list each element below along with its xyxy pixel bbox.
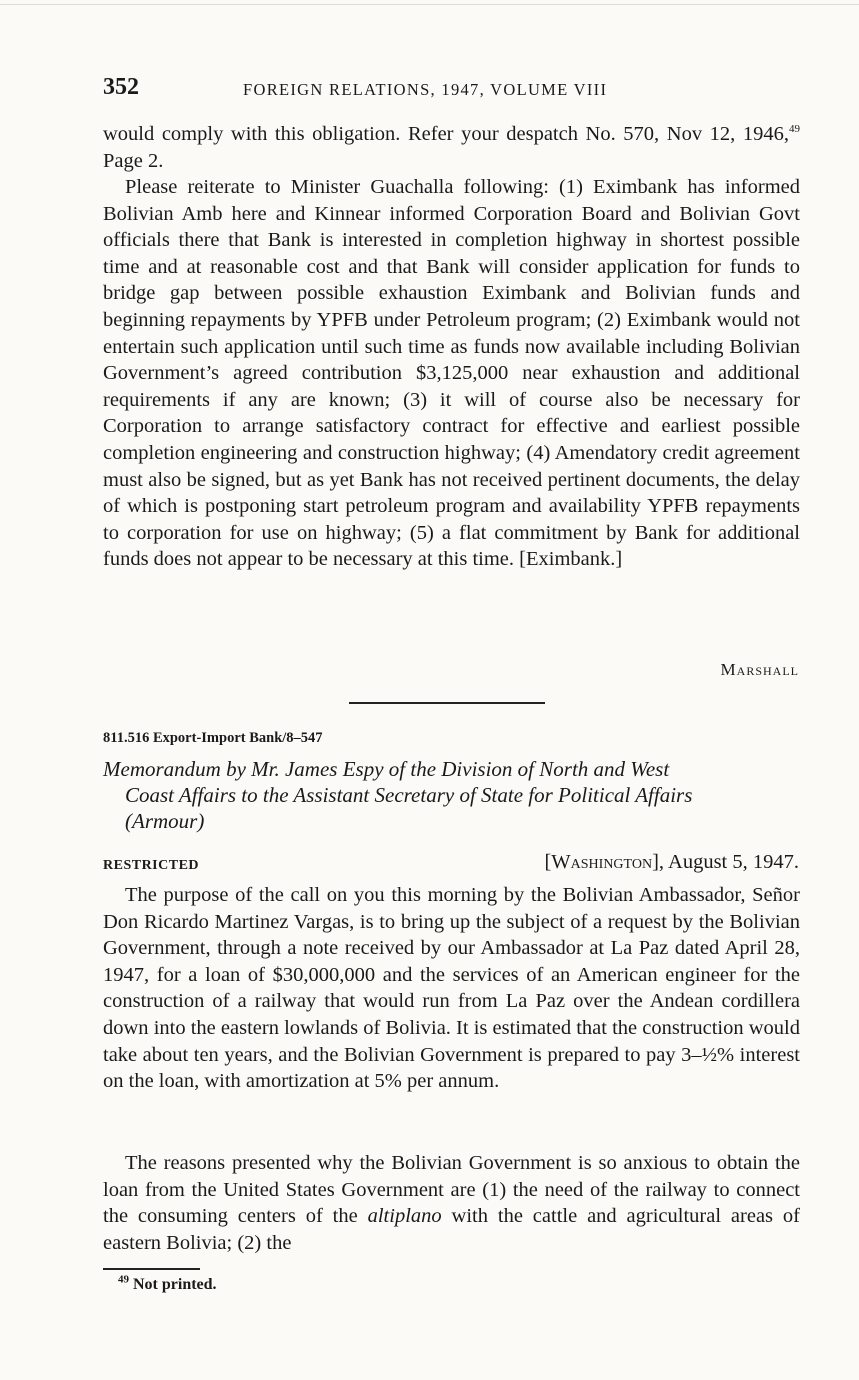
dateline-place: Washington xyxy=(551,851,653,873)
paragraph-text-end: Page 2. xyxy=(103,149,164,172)
memo-title xyxy=(103,756,803,834)
top-edge-rule xyxy=(0,4,859,5)
memo-title-line: Coast Affairs to the Assistant Secretary of State for Political Affairs xyxy=(125,783,693,807)
page-number: 352 xyxy=(103,74,139,100)
section-divider xyxy=(349,702,545,704)
paragraph-reasons xyxy=(103,1150,800,1256)
footnote-reference: 49 xyxy=(789,123,800,136)
memo-title-line: Memorandum by Mr. James Espy of the Division of North and West xyxy=(103,757,670,781)
paragraph-instructions: Please reiterate to Minister Guachalla following: (1) Eximbank has informed Bolivian Amb here and Kinnear informed Corporation Board and Bolivian Govt officials there that Bank is interested in completion highway in shortest possible time and at reasonable cost and that Bank will consider application for funds to bridge gap between possible exhaustion Eximbank and Bolivian funds and beginning repayments by YPFB under Petroleum program; (2) Eximbank would not entertain such application until such time as funds now available including Bolivian Government’s agreed contribution $3,125,000 near exhaustion and additional requirements if any are known; (3) it will of course also be necessary for Corporation to arrange satisfactory contract for effective and earliest possible completion engineering and construction highway; (4) Amendatory credit agreement must also be signed, but as yet Bank has not received pertinent documents, the delay of which is postponing start petroleum program and availability YPFB repayments to corporation for use on highway; (5) a flat commitment by Bank for additional funds does not appear to be necessary at this time. [Eximbank.] xyxy=(103,176,800,571)
dateline-date: , August 5, 1947. xyxy=(658,851,799,873)
dateline: [Washington], August 5, 1947. xyxy=(544,851,799,873)
paragraph-continuation xyxy=(103,121,800,174)
running-head xyxy=(103,74,803,104)
classification-label: RESTRICTED xyxy=(103,858,200,873)
footnote-marker: 49 xyxy=(118,1273,129,1286)
running-head-title: FOREIGN RELATIONS, 1947, VOLUME VIII xyxy=(243,80,608,99)
file-reference: 811.516 Export-Import Bank/8–547 xyxy=(103,730,323,746)
paragraph-text: The reasons presented why the Bolivian Government is so anxious to obtain the loan from the United States Government are (1) the need of the railway to connect the consuming centers of the xyxy=(103,1152,800,1228)
paragraph-text: would comply with this obligation. Refer your despatch No. 570, Nov 12, 1946, xyxy=(103,123,789,145)
footnote-text: Not printed. xyxy=(129,1276,217,1293)
paragraph-text-end: with the cattle and agricultural areas of eastern Bolivia; (2) the xyxy=(103,1205,800,1254)
footnote xyxy=(118,1273,217,1294)
memo-title-line: (Armour) xyxy=(125,809,205,833)
paragraph-purpose: The purpose of the call on you this morning by the Bolivian Ambassador, Señor Don Ricardo Martinez Vargas, is to bring up the subject of a request by the Bolivian Government, through a note received by our Ambassador at La Paz dated April 28, 1947, for a loan of $30,000,000 and the services of an American engineer for the construction of a railway that would run from La Paz over the Andean cordillera down into the eastern lowlands of Bolivia. It is estimated that the construction would take about ten years, and the Bolivian Government is prepared to pay 3–½% interest on the loan, with amortization at 5% per annum. xyxy=(103,884,800,1093)
italic-term: altiplano xyxy=(367,1205,442,1228)
signature: Marshall xyxy=(720,660,799,679)
footnote-rule xyxy=(103,1268,200,1270)
